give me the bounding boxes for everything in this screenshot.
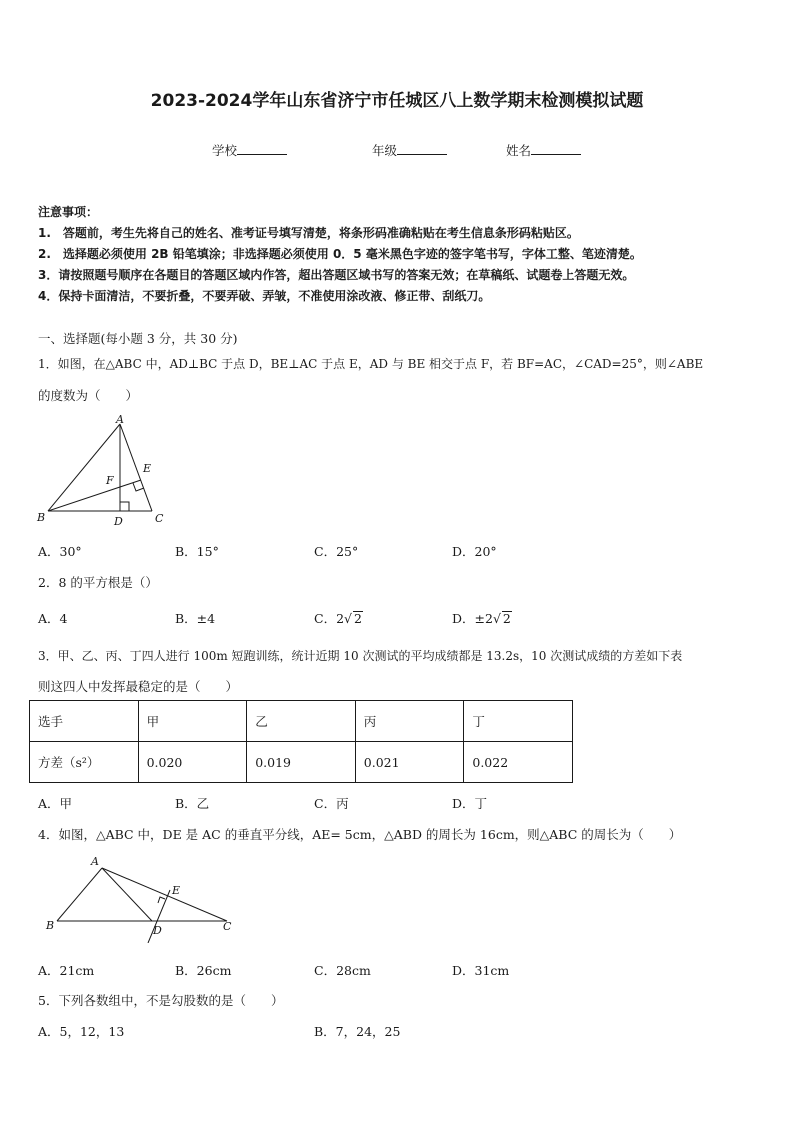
table-cell: 甲 <box>138 701 247 742</box>
q5-option-b[interactable]: B．7，24，25 <box>314 1024 401 1039</box>
name-field <box>506 141 581 159</box>
q1-option-a[interactable]: A．30° <box>38 544 82 559</box>
table-cell: 0.020 <box>138 742 247 783</box>
school-label: 学校 <box>212 143 238 158</box>
segment-ad <box>102 868 152 921</box>
label-c: C <box>223 920 232 933</box>
notice-item: 1. 答题前，考生先将自己的姓名、准考证号填写清楚，将条形码准确粘贴在考生信息条形码粘贴区。 <box>38 226 579 240</box>
school-blank <box>237 141 287 155</box>
q2-option-a[interactable]: A．4 <box>38 611 68 626</box>
table-cell: 乙 <box>247 701 356 742</box>
table-row <box>30 742 573 783</box>
q1-option-c[interactable]: C．25° <box>314 544 359 559</box>
table-cell: 0.021 <box>355 742 464 783</box>
label-a: A <box>116 413 124 426</box>
label-b: B <box>37 511 46 524</box>
label-f: F <box>106 474 114 487</box>
q4-option-d[interactable]: D．31cm <box>452 963 510 978</box>
label-a: A <box>91 855 99 868</box>
q3-stem-line1: 3．甲、乙、丙、丁四人进行 100m 短跑训练，统计近期 10 次测试的平均成绩都是 13.2s，10 次测试成绩的方差如下表 <box>38 649 683 663</box>
segment-be <box>48 480 141 511</box>
right-angle-d <box>120 502 129 511</box>
q3-option-b[interactable]: B．乙 <box>175 796 210 811</box>
grade-field <box>372 141 447 159</box>
q2-option-c[interactable] <box>314 609 363 627</box>
q5-stem: 5．下列各数组中，不是勾股数的是（ ） <box>38 993 284 1008</box>
q4-option-b[interactable]: B．26cm <box>175 963 232 978</box>
q1-option-d[interactable]: D．20° <box>452 544 497 559</box>
notice-item: 4．保持卡面清洁，不要折叠，不要弄破、弄皱，不准使用涂改液、修正带、刮纸刀。 <box>38 289 491 303</box>
page-title: 2023-2024学年山东省济宁市任城区八上数学期末检测模拟试题 <box>150 91 644 111</box>
q3-option-a[interactable]: A．甲 <box>38 796 73 811</box>
q4-triangle-figure <box>42 853 242 943</box>
q3-option-d[interactable]: D．丁 <box>452 796 488 811</box>
q2-option-d[interactable] <box>452 609 512 627</box>
segment-ab <box>57 868 102 921</box>
segment-ac <box>102 868 227 921</box>
name-label: 姓名 <box>506 143 532 158</box>
label-b: B <box>46 919 55 932</box>
label-d: D <box>153 924 162 937</box>
label-e: E <box>143 462 152 475</box>
section-heading: 一、选择题(每小题 3 分，共 30 分) <box>38 331 238 346</box>
name-blank <box>531 141 581 155</box>
q2-option-b[interactable]: B．±4 <box>175 611 216 626</box>
q4-option-a[interactable]: A．21cm <box>38 963 95 978</box>
q1-stem-line1: 1．如图，在△ABC 中，AD⊥BC 于点 D，BE⊥AC 于点 E，AD 与 BE 相交于点 F，若 BF=AC，∠CAD=25°，则∠ABE <box>38 357 704 371</box>
radical-sign: √ <box>492 611 501 626</box>
right-angle-e <box>158 897 165 903</box>
q1-option-b[interactable]: B．15° <box>175 544 219 559</box>
q1-stem-line2: 的度数为（ ） <box>38 388 139 403</box>
notice-heading: 注意事项： <box>38 205 99 219</box>
q4-stem: 4．如图，△ABC 中，DE 是 AC 的垂直平分线，AE= 5cm，△ABD 的周长为 16cm，则△ABC 的周长为（ ） <box>38 827 682 842</box>
grade-label: 年级 <box>372 143 398 158</box>
label-c: C <box>155 512 164 525</box>
q1-triangle-figure <box>34 412 174 530</box>
notice-item: 3．请按照题号顺序在各题目的答题区域内作答，超出答题区域书写的答案无效；在草稿纸、试题卷上答题无效。 <box>38 268 635 282</box>
grade-blank <box>397 141 447 155</box>
label-e: E <box>172 884 181 897</box>
table-cell: 丙 <box>355 701 464 742</box>
q4-option-c[interactable]: C．28cm <box>314 963 371 978</box>
label-d: D <box>114 515 123 528</box>
segment-ab <box>48 424 120 511</box>
table-cell: 方差（s²） <box>30 742 139 783</box>
school-field <box>212 141 287 159</box>
table-cell: 0.019 <box>247 742 356 783</box>
q2-option-d-label: D．±2 <box>452 611 493 626</box>
table-cell: 丁 <box>464 701 573 742</box>
table-cell: 0.022 <box>464 742 573 783</box>
radicand: 2 <box>502 611 511 626</box>
variance-table <box>29 700 573 783</box>
q5-option-a[interactable]: A．5，12，13 <box>38 1024 125 1039</box>
notice-item: 2. 选择题必须使用 2B 铅笔填涂；非选择题必须使用 0．5 毫米黑色字迹的签字笔书写，字体工整、笔迹清楚。 <box>38 247 642 261</box>
radicand: 2 <box>354 611 362 626</box>
q2-stem: 2．8 的平方根是（） <box>38 575 158 590</box>
q3-stem-line2: 则这四人中发挥最稳定的是（ ） <box>38 679 239 694</box>
radical-sign: √ <box>344 611 352 626</box>
q3-option-c[interactable]: C．丙 <box>314 796 349 811</box>
table-header-row <box>30 701 573 742</box>
q2-option-c-label: C．2 <box>314 611 345 626</box>
table-cell: 选手 <box>30 701 139 742</box>
